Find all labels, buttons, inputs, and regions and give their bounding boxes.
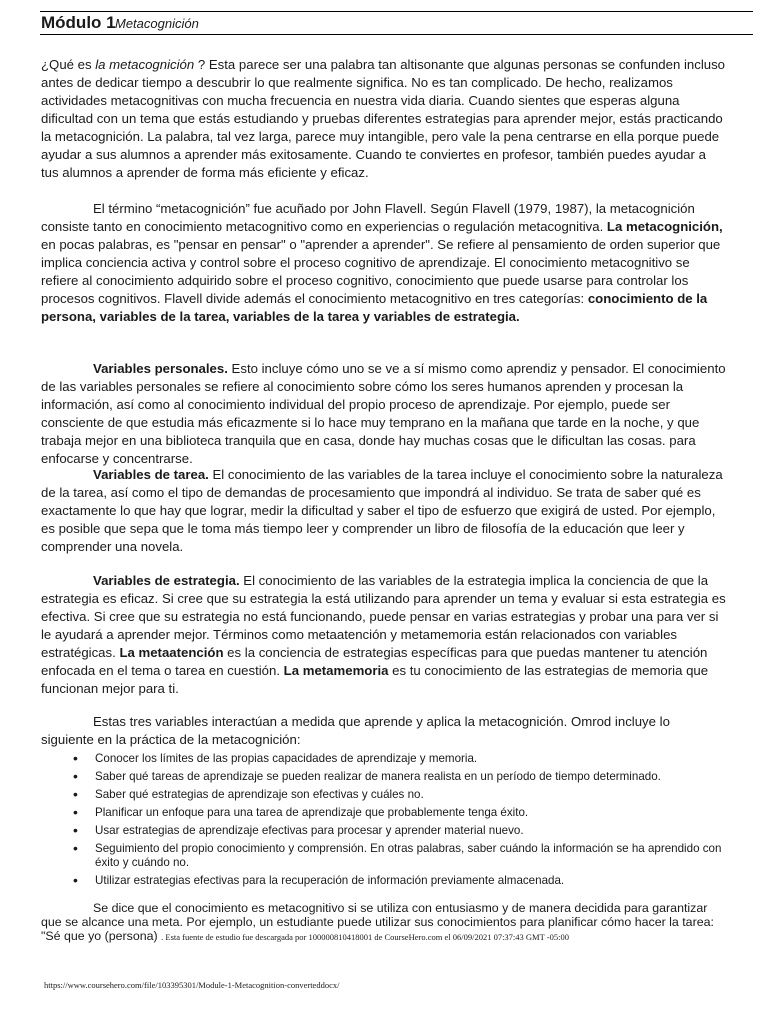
document-header [40,11,753,35]
term-bold: La metacognición, [606,219,723,234]
paragraph-practice [41,713,726,749]
module-subtitle: Metacognición [115,16,199,31]
paragraph-strategy-variables [41,572,726,698]
term-metamemory: La metamemoria [283,663,389,678]
list-item: • Usar estrategias de aprendizaje efectivas para procesar y aprender material nuevo. [73,824,728,838]
source-url[interactable]: https://www.coursehero.com/file/103395301/Module-1-Metacognition-converteddocx/ [44,980,340,990]
list-item: • Saber qué estrategias de aprendizaje son efectivas y cuáles no. [73,788,728,802]
download-notice: . Esta fuente de estudio fue descargada por 100000810418001 de CourseHero.com el 06/09/2021 07:37:43 GMT -05:00 [161,932,569,942]
categories-bold: conocimiento de la persona, variables de la tarea, variables de la tarea y variables de estrategia. [41,291,708,324]
text-run: El conocimiento de las variables de la tarea incluye el conocimiento sobre la naturaleza de la tarea, así como el tipo de demandas de procesamiento que impondrá al individuo. Se trata de saber qué es exactamente lo que hay que lograr, medir la dificultad y saber el tipo de esfuerzo que exigirá de usted. Por ejemplo, es posible que sepa que le toma más tiempo leer y comprender un libro de filosofía de la educación que leer y comprender una novela. [41,467,723,554]
text-run: Esto incluye cómo uno se ve a sí mismo como aprendiz y pensador. El conocimiento de las variables personales se refiere al conocimiento sobre cómo los seres humanos aprenden y procesan la información, así como al conocimiento individual del propio proceso de aprendizaje. Por ejemplo, puede ser consciente de que estudia más eficazmente si lo hace muy temprano en la mañana que tarde en la noche, y que trabaja mejor en una biblioteca tranquila que en casa, donde hay muchas cosas que le dificultan las cosas. para enfocarse y concentrarse. [41,361,726,466]
paragraph-conclusion [41,901,731,944]
text-run: ? Esta parece ser una palabra tan altisonante que algunas personas se confunden incluso antes de dedicar tiempo a descubrir lo que realmente significa. No es tan complicado. De hecho, realizamos actividades metacognitivas con mucha frecuencia en nuestra vida diaria. Cuando sientes que esperas alguna dificultad con un tema que estás estudiando y pruebas diferentes estrategias para aprender mejor, estás practicando la metacognición. La palabra, tal vez larga, parece muy intangible, pero vale la pena centrarse en ella porque puede ayudar a sus alumnos a aprender más exitosamente. Cuando te conviertes en profesor, también puedes ayudar a tus alumnos a aprender de forma más eficiente y eficaz. [41,57,726,180]
list-item: • Seguimiento del propio conocimiento y comprensión. En otras palabras, saber cuándo la información se ha aprendido con éxito y cuándo no. [73,842,728,870]
list-item: • Utilizar estrategias efectivas para la recuperación de información previamente almacenada. [73,874,728,888]
heading-task-variables: Variables de tarea. [93,467,209,482]
module-title: Módulo 1 [41,13,116,32]
list-item: • Conocer los límites de las propias capacidades de aprendizaje y memoria. [73,752,728,766]
text-run: Se dice que el conocimiento es metacognitivo si se utiliza con entusiasmo y de manera decidida para garantizar que se alcance una meta. Por ejemplo, un estudiante puede utilizar sus conocimientos para planificar cómo hacer la tarea: "Sé que yo (persona) [41,901,714,943]
heading-strategy-variables: Variables de estrategia. [93,573,240,588]
text-run: en pocas palabras, es "pensar en pensar" o "aprender a aprender". Se refiere al pensamiento de orden superior que implica conciencia activa y control sobre el proceso cognitivo de aprendizaje. El conocimiento metacognitivo se refiere al conocimiento adquirido sobre el proceso cognitivo, conocimiento que puede usarse para controlar los procesos cognitivos. Flavell divide además el conocimiento metacognitivo en tres categorías: [41,237,721,306]
text-run: El término “metacognición” fue acuñado por John Flavell. Según Flavell (1979, 1987), la metacognición consiste tanto en conocimiento metacognitivo como en experiencias o regulación metacognitiva. [41,201,695,234]
text-run: es tu conocimiento de las estrategias de memoria que funcionan mejor para ti. [41,663,709,696]
term-metaattention: La metaatención [119,645,224,660]
paragraph-personal-variables [41,360,726,468]
list-item: • Planificar un enfoque para una tarea de aprendizaje que probablemente tenga éxito. [73,806,728,820]
paragraph-definition [41,200,726,326]
text-run: Estas tres variables interactúan a medida que aprende y aplica la metacognición. Omrod incluye lo siguiente en la práctica de la metacognición: [41,714,670,747]
term-italic: la metacognición [95,57,195,72]
text-run: El conocimiento de las variables de la estrategia implica la conciencia de que la estrategia es eficaz. Si cree que su estrategia la está utilizando para aprender un tema y evaluar si esta estrategia es efectiva. Si cree que su estrategia no está funcionando, puede pensar en varias estrategias y probar una para ver si le ayudará a aprender mejor. Términos como metaatención y metamemoria están relacionados con variables estratégicas. [41,573,726,660]
paragraph-task-variables [41,466,726,556]
text-run: ¿Qué es [41,57,96,72]
practice-list [73,752,728,892]
text-run: es la conciencia de estrategias específicas para que puedas mantener tu atención enfocada en el tema o tarea en cuestión. [41,645,708,678]
paragraph-intro [41,56,726,182]
heading-personal-variables: Variables personales. [93,361,228,376]
list-item: • Saber qué tareas de aprendizaje se pueden realizar de manera realista en un período de tiempo determinado. [73,770,728,784]
